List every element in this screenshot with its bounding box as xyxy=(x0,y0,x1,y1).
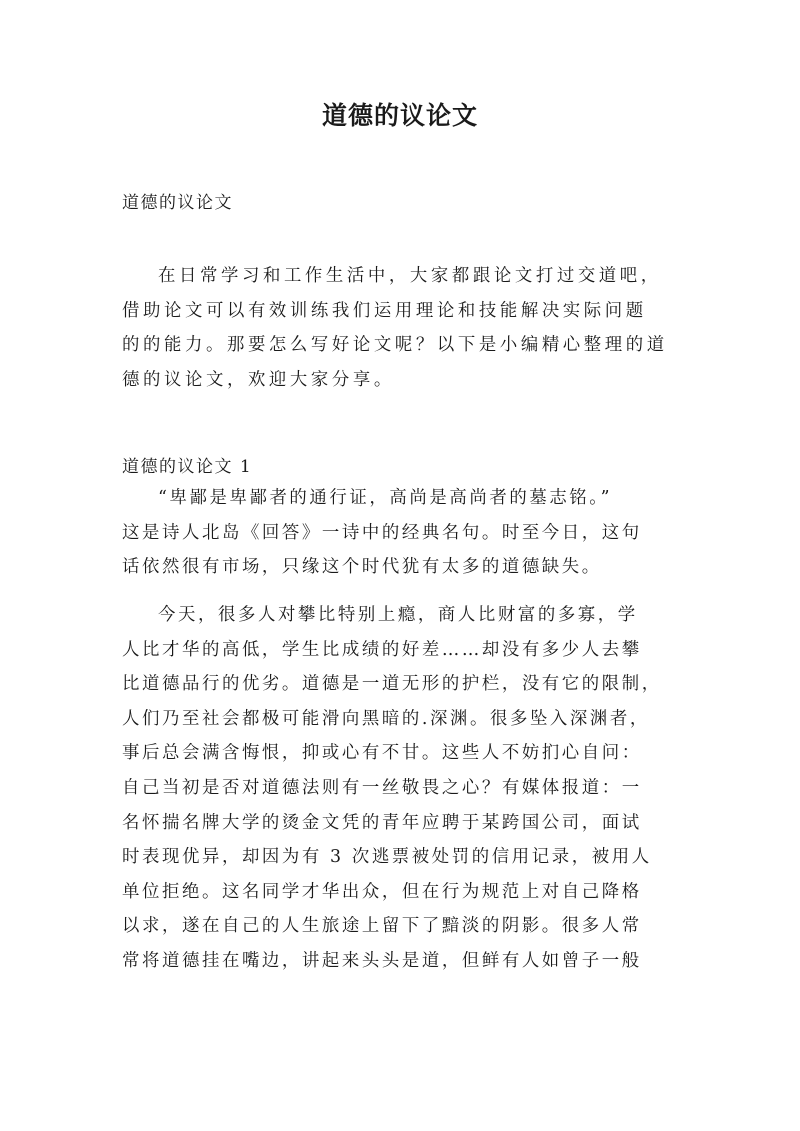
body-paragraph-2 xyxy=(122,598,680,979)
paragraph-line: 比道德品行的优劣。道德是一道无形的护栏，没有它的限制， xyxy=(122,674,662,695)
paragraph-line: “卑鄙是卑鄙者的通行证，高尚是高尚者的墓志铭。” xyxy=(158,488,613,508)
paragraph-line: 人们乃至社会都极可能滑向黑暗的.深渊。很多坠入深渊者， xyxy=(122,708,650,729)
paragraph-line: 名怀揣名牌大学的烫金文凭的青年应聘于某跨国公司，面试 xyxy=(122,812,642,833)
paragraph-line: 这是诗人北岛《回答》一诗中的经典名句。时至今日，这句 xyxy=(122,522,642,543)
paragraph-line: 常将道德挂在嘴边，讲起来头头是道，但鲜有人如曾子一般 xyxy=(122,950,642,971)
paragraph-line: 事后总会满含悔恨，抑或心有不甘。这些人不妨扪心自问： xyxy=(122,743,642,764)
paragraph-line: 人比才华的高低，学生比成绩的好差……却没有多少人去攀 xyxy=(122,639,642,660)
paragraph-line: 单位拒绝。这名同学才华出众，但在行为规范上对自己降格 xyxy=(122,881,642,902)
paragraph-line: 德的议论文，欢迎大家分享。 xyxy=(122,369,395,390)
paragraph-line: 自己当初是否对道德法则有一丝敬畏之心？有媒体报道：一 xyxy=(122,777,642,798)
paragraph-line: 今天，很多人对攀比特别上瘾，商人比财富的多寡，学 xyxy=(158,605,638,625)
document-subtitle: 道德的议论文 xyxy=(122,193,233,213)
paragraph-line: 时表现优异，却因为有 3 次逃票被处罚的信用记录，被用人 xyxy=(122,847,652,868)
intro-paragraph xyxy=(122,259,680,397)
paragraph-line: 的的能力。那要怎么写好论文呢？以下是小编精心整理的道 xyxy=(122,335,668,356)
document-title: 道德的议论文 xyxy=(321,101,478,130)
paragraph-line: 在日常学习和工作生活中，大家都跟论文打过交道吧， xyxy=(158,266,662,286)
body-paragraph-1 xyxy=(122,481,680,585)
paragraph-line: 借助论文可以有效训练我们运用理论和技能解决实际问题 xyxy=(122,300,647,321)
section-heading: 道德的议论文 1 xyxy=(122,457,253,477)
paragraph-line: 以求，遂在自己的人生旅途上留下了黯淡的阴影。很多人常 xyxy=(122,916,642,937)
paragraph-line: 话依然很有市场，只缘这个时代犹有太多的道德缺失。 xyxy=(122,557,602,578)
